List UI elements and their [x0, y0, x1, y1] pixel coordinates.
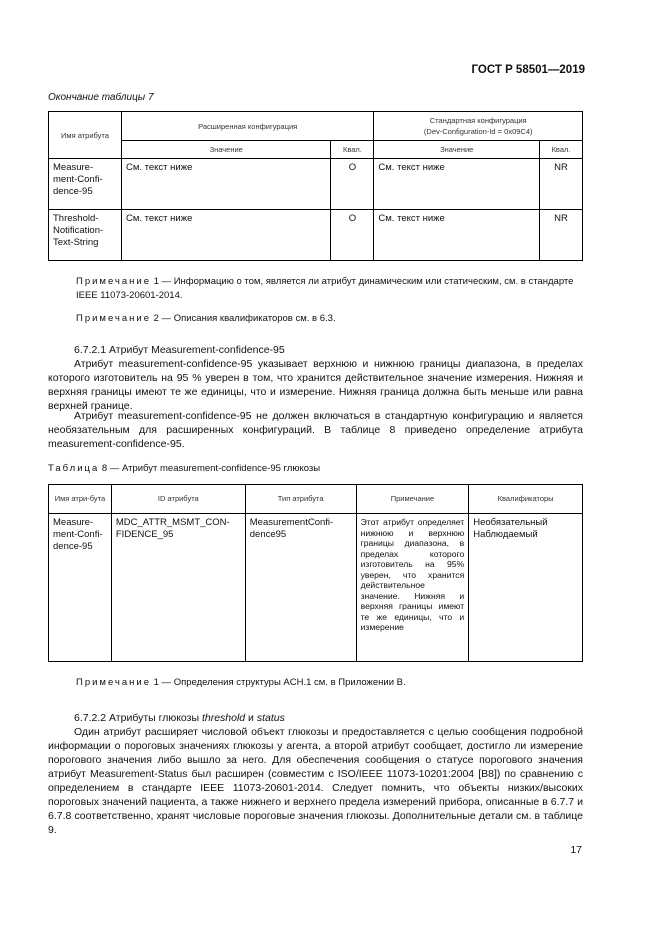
header-attr-id: ID атрибута: [111, 485, 245, 514]
header-standard-config: [374, 112, 583, 141]
header-attr-type: Тип атрибута: [245, 485, 356, 514]
note-label: Примечание: [76, 276, 151, 287]
section-title-6721: 6.7.2.1 Атрибут Measurement-confidence-95: [74, 344, 285, 356]
row-attr-name: Measure-ment-Confi-dence-95: [49, 159, 122, 210]
table-7: [48, 111, 583, 261]
row-attr-type: MeasurementConfi-dence95: [245, 514, 356, 662]
note-text: 2 — Описания квалификаторов см. в 6.3.: [151, 313, 336, 324]
row-qualifiers: Необязательный Наблюдаемый: [469, 514, 583, 662]
table-row: [49, 159, 583, 210]
subheader-std-qual: Квал.: [540, 141, 583, 159]
note-7-2: [76, 312, 583, 326]
table-row: [49, 210, 583, 261]
row-ext-value: См. текст ниже: [121, 159, 331, 210]
section-title-6722: [74, 711, 583, 725]
note-label: Примечание: [76, 677, 151, 688]
row-std-qual: NR: [540, 210, 583, 261]
note-text: 1 — Информацию о том, является ли атрибут динамическим или статическим, см. в стандарте IEEE 11073-20601-2014.: [76, 276, 574, 301]
row-ext-value: См. текст ниже: [121, 210, 331, 261]
paragraph: Один атрибут расширяет числовой объект глюкозы и предоставляется с целью сообщения подробной информации о пороговых значениях глюкозы у агента, а второй атрибут сообщает, достигло ли измерение порогового значения либо вышло за него. Для обеспечения сообщения о статусе порогового значения атрибут Measurement-Status был расширен (совместим с ISO/IEEE 11073-10201:2004 [B8]) по сравнению с определением в стандарте IEEE 11073-20601-2014. Следует помнить, что объекты низких/высоких пороговых значений пациента, а также нижнего и верхнего предела измерений прибора, описанные в 6.7.7 и 6.7.8 соответственно, хранят числовые пороговые значения глюкозы. Дополнительные детали см. в таблице 9.: [48, 726, 583, 836]
table-8: [48, 484, 583, 662]
header-attr-name: Имя атри-бута: [49, 485, 112, 514]
table7-caption: Окончание таблицы 7: [48, 92, 154, 103]
subheader-std-value: Значение: [374, 141, 540, 159]
row-ext-qual: O: [331, 210, 374, 261]
note-label: Примечание: [76, 313, 151, 324]
header-extended-config: Расширенная конфигурация: [121, 112, 373, 141]
document-id: ГОСТ Р 58501—2019: [471, 64, 585, 76]
note-text: 1 — Определения структуры ACH.1 см. в Приложении B.: [151, 677, 406, 688]
subheader-ext-value: Значение: [121, 141, 331, 159]
caption-label: Таблица: [48, 463, 100, 474]
row-ext-qual: O: [331, 159, 374, 210]
title-prefix: 6.7.2.2 Атрибуты глюкозы: [74, 712, 202, 724]
title-mid: и: [245, 712, 257, 724]
title-italic-threshold: threshold: [201, 712, 246, 724]
header-qualifiers: Квалификаторы: [469, 485, 583, 514]
row-attr-id: MDC_ATTR_MSMT_CON-FIDENCE_95: [111, 514, 245, 662]
title-italic-status: status: [256, 712, 285, 724]
caption-text: 8 — Атрибут measurement-confidence-95 глюкозы: [99, 463, 321, 474]
row-std-value: См. текст ниже: [374, 159, 540, 210]
header-standard-config-line1: Стандартная конфигурация: [429, 116, 527, 125]
paragraph: Атрибут measurement-confidence-95 не должен включаться в стандартную конфигурацию и является необязательным для расширенных конфигураций. В таблице 8 приведено определение атрибута measurement-confidence-95.: [48, 410, 583, 450]
row-attr-name: Threshold-Notification-Text-String: [49, 210, 122, 261]
row-std-value: См. текст ниже: [374, 210, 540, 261]
subheader-ext-qual: Квал.: [331, 141, 374, 159]
table-row: [49, 514, 583, 662]
row-std-qual: NR: [540, 159, 583, 210]
row-note: Этот атрибут определяет нижнюю и верхнюю границы диапазона, в пределах которого изготовитель на 95% уверен, что хранится действительное значение. Нижняя и верхняя границы имеют те же единицы, что и измерение: [356, 514, 469, 662]
row-attr-name: Measure-ment-Confi-dence-95: [49, 514, 112, 662]
note-7-1: [76, 275, 583, 303]
header-attr-name: Имя атрибута: [49, 112, 122, 159]
note-8-1: [76, 676, 583, 690]
header-standard-config-line2: (Dev-Configuration-Id = 0x09C4): [423, 127, 533, 136]
paragraph: Атрибут measurement-confidence-95 указывает верхнюю и нижнюю границы диапазона, в пределах которого изготовитель на 95 % уверен в том, что хранится действительное значение измерения. Нижняя и верхняя границы имеют те же единицы, что и измерение. Нижняя граница должна быть меньше или равна верхней границе.: [48, 358, 583, 412]
table8-caption: [48, 463, 320, 474]
header-note: Примечание: [356, 485, 469, 514]
page-number: 17: [570, 844, 582, 856]
